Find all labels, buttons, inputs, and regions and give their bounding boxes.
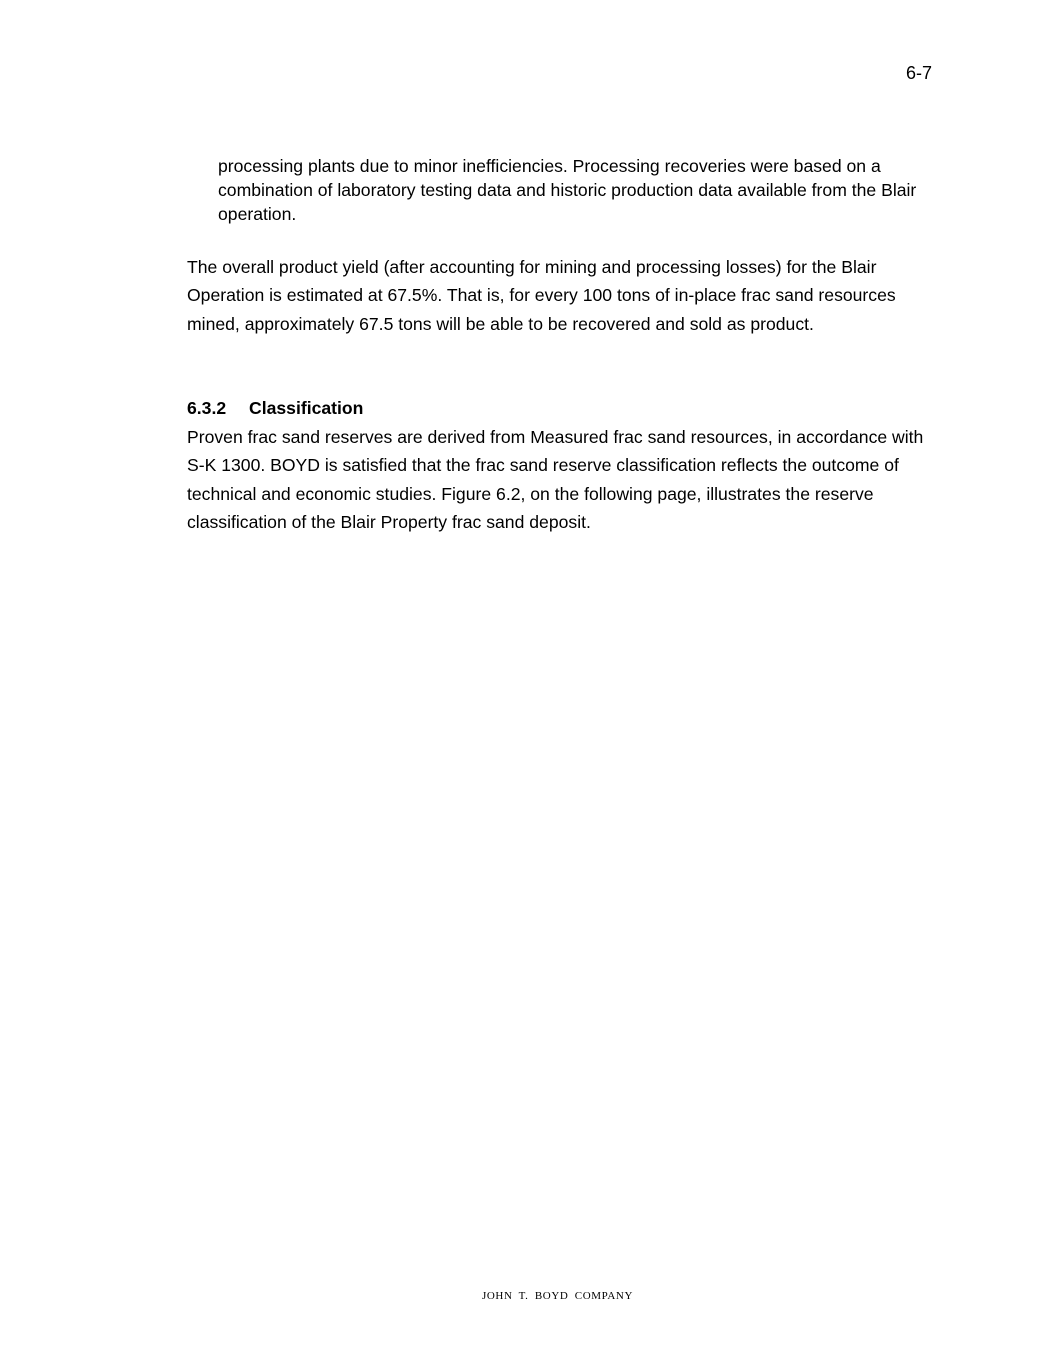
section-number: 6.3.2	[187, 398, 227, 418]
page-number: 6-7	[905, 63, 932, 83]
continued-paragraph: processing plants due to minor inefficiencies. Processing recoveries were based on a combination of laboratory testing data and historic production data available from the Blair operation.	[218, 156, 917, 224]
yield-paragraph: The overall product yield (after accounting for mining and processing losses) for the Blair Operation is estimated at 67.5%. That is, for every 100 tons of in-place frac sand resources mined, approximately 67.5 tons will be able to be recovered and sold as product.	[187, 257, 896, 334]
footer-company: JOHN T. BOYD COMPANY	[482, 1290, 633, 1302]
section-heading	[187, 396, 363, 420]
classification-paragraph: Proven frac sand reserves are derived from Measured frac sand resources, in accordance with S-K 1300. BOYD is satisfied that the frac sand reserve classification reflects the outcome of technical and economic studies. Figure 6.2, on the following page, illustrates the reserve classification of the Blair Property frac sand deposit.	[187, 427, 924, 532]
section-title: Classification	[249, 398, 364, 418]
